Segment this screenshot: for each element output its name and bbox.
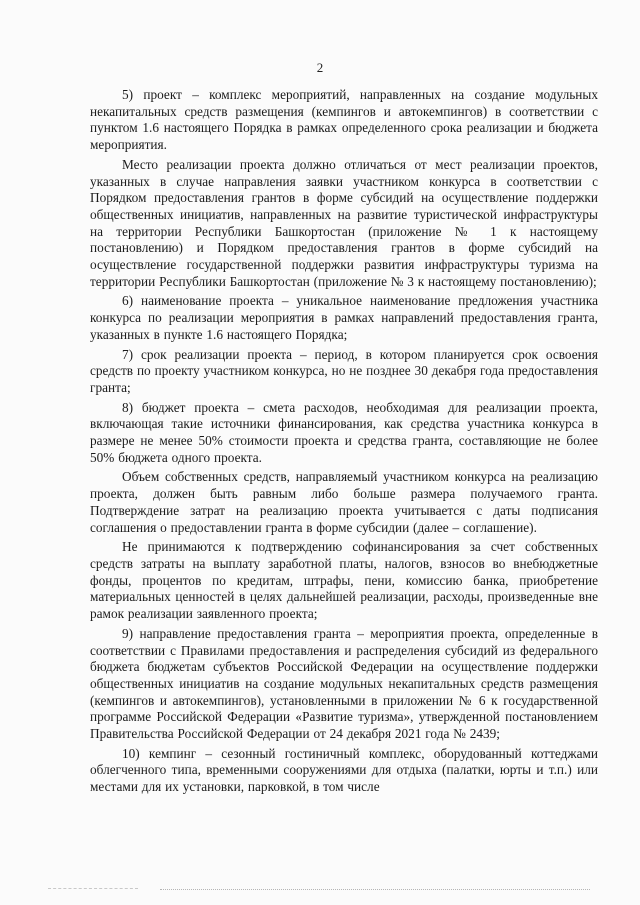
scan-footer-line xyxy=(160,889,590,890)
paragraph-project-location: Место реализации проекта должно отличаться от мест реализации проектов, указанных в случае направления заявки участником конкурса в соответствии с Порядком предоставления грантов в форме субсидий на осуществление поддержки общественных инициатив, направленных на развитие туристической инфраструктуры на территории Республики Башкортостан (приложение № 1 к настоящему постановлению) и Порядком предоставления грантов в форме субсидий на осуществление государственной поддержки развития инфраструктуры туризма на территории Республики Башкортостан (приложение № 3 к настоящему постановлению); xyxy=(90,156,598,289)
paragraph-item-10-camping: 10) кемпинг – сезонный гостиничный комплекс, оборудованный коттеджами облегченного типа, временными сооружениями для отдыха (палатки, юрты и т.п.) или местами для их установки, парковкой, в том числе xyxy=(90,745,598,795)
scan-edge-mark xyxy=(48,888,138,889)
paragraph-excluded-costs: Не принимаются к подтверждению софинансирования за счет собственных средств затраты на выплату заработной платы, налогов, взносов во внебюджетные фонды, процентов по кредитам, штрафы, пени, комиссию банка, приобретение материальных ценностей в целях дальнейшей реализации, расходы, произведенные вне рамок реализации заявленного проекта; xyxy=(90,539,598,622)
paragraph-item-7-project-term: 7) срок реализации проекта – период, в котором планируется срок освоения средств по проекту участником конкурса, но не позднее 30 декабря года предоставления гранта; xyxy=(90,346,598,395)
paragraph-own-funds: Объем собственных средств, направляемый участником конкурса на реализацию проекта, должен быть равным либо больше размера получаемого гранта. Подтверждение затрат на реализацию проекта учитывается с даты подписания соглашения о предоставлении гранта в форме субсидии (далее – соглашение). xyxy=(90,469,598,535)
paragraph-item-8-project-budget: 8) бюджет проекта – смета расходов, необходимая для реализации проекта, включающая такие источники финансирования, как средства участника конкурса в размере не менее 50% стоимости проекта и средства гранта, составляющие не более 50% бюджета одного проекта. xyxy=(90,399,598,465)
paragraph-item-6-project-name: 6) наименование проекта – уникальное наименование предложения участника конкурса по реализации мероприятия в рамках направлений предоставления гранта, указанных в пункте 1.6 настоящего Порядка; xyxy=(90,293,598,342)
paragraph-item-5-project: 5) проект – комплекс мероприятий, направленных на создание модульных некапитальных средств размещения (кемпингов и автокемпингов) в соответствии с пунктом 1.6 настоящего Порядка в рамках определенного срока реализации и бюджета мероприятия. xyxy=(90,87,598,153)
page-number: 2 xyxy=(316,60,324,75)
document-body xyxy=(90,87,598,796)
paragraph-item-9-grant-direction: 9) направление предоставления гранта – мероприятия проекта, определенные в соответствии с Правилами предоставления и распределения субсидий из федерального бюджета бюджетам субъектов Российской Федерации на осуществление поддержки общественных инициатив на создание модульных некапитальных средств размещения (кемпингов и автокемпингов), установленными в приложении № 6 к государственной программе Российской Федерации «Развитие туризма», утвержденной постановлением Правительства Российской Федерации от 24 декабря 2021 года № 2439; xyxy=(90,625,598,742)
